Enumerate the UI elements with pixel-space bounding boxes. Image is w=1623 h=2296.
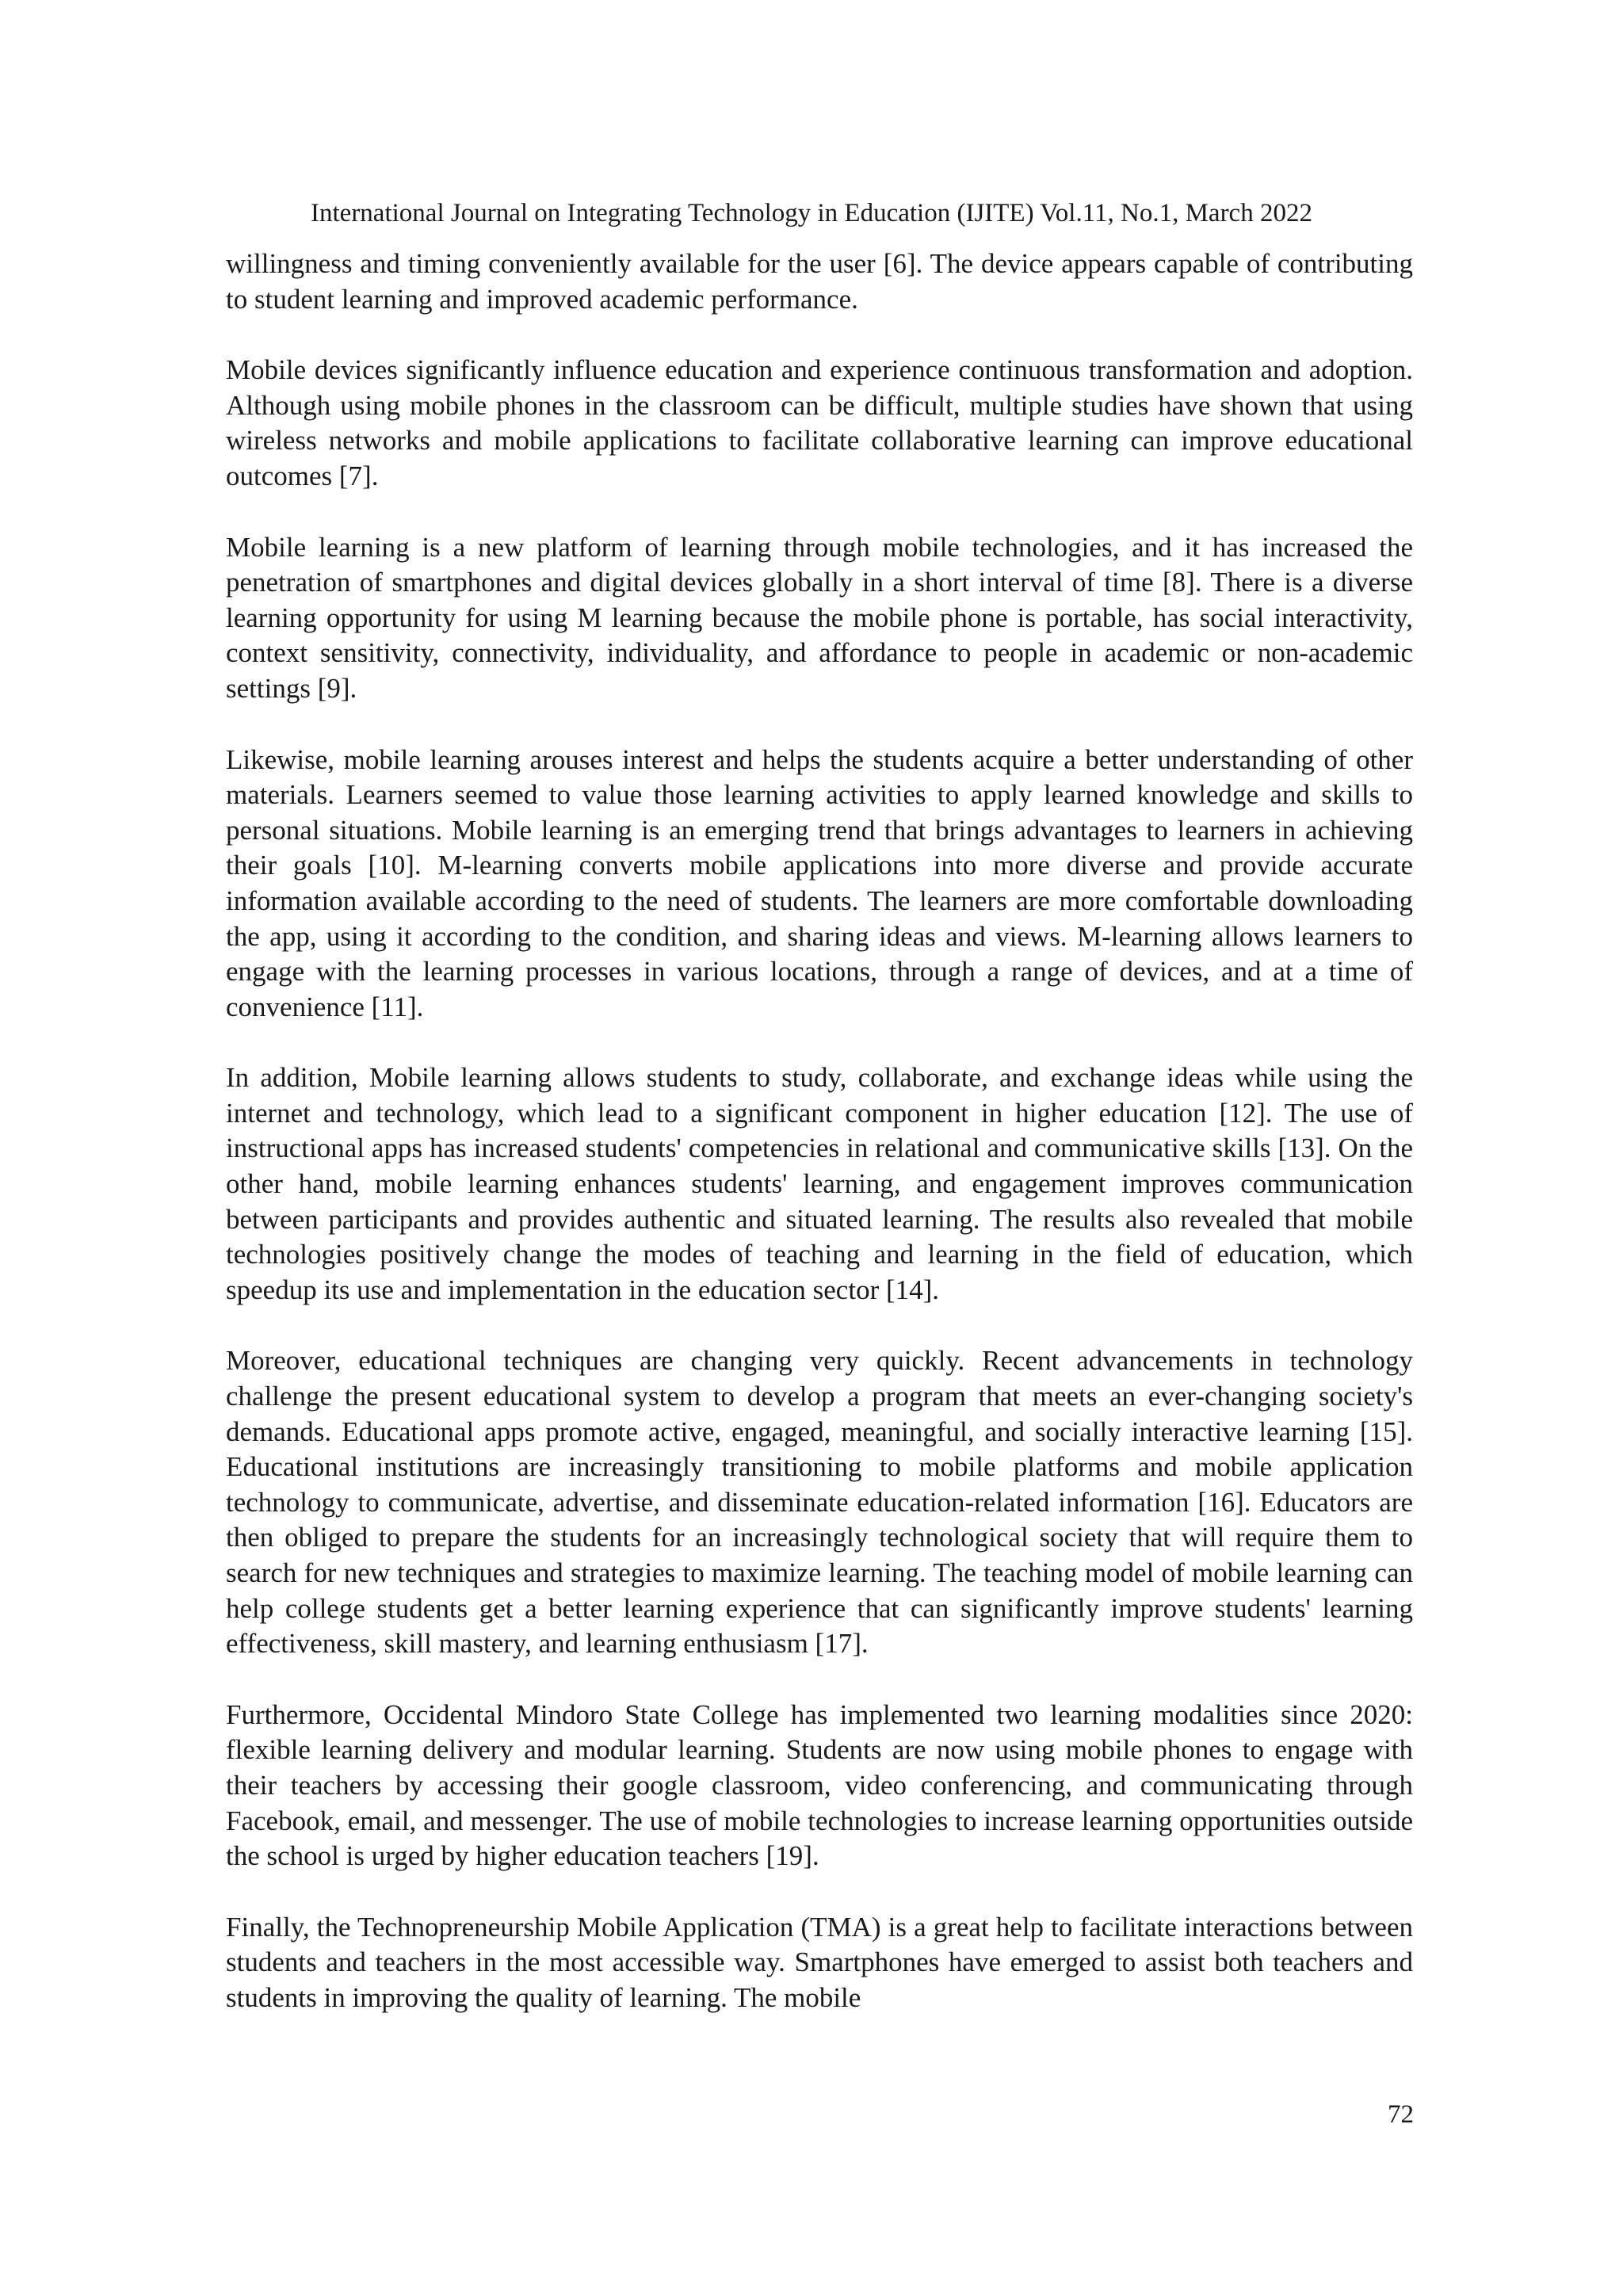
- paragraph: Furthermore, Occidental Mindoro State College has implemented two learning modalities since 2020: flexible learning delivery and modular learning. Students are now using mobile phones to engage with their teachers by accessing their google classroom, video conferencing, and communicating through Facebook, email, and messenger. The use of mobile technologies to increase learning opportunities outside the school is urged by higher education teachers [19].: [226, 1698, 1413, 1872]
- article-body: [226, 246, 1413, 2052]
- paragraph: In addition, Mobile learning allows students to study, collaborate, and exchange ideas while using the internet and technology, which lead to a significant component in higher education [12]. The use of instructional apps has increased students' competencies in relational and communicative skills [13]. On the other hand, mobile learning enhances students' learning, and engagement improves communication between participants and provides authentic and situated learning. The results also revealed that mobile technologies positively change the modes of teaching and learning in the field of education, which speedup its use and implementation in the education sector [14].: [226, 1062, 1413, 1305]
- paragraph: Moreover, educational techniques are changing very quickly. Recent advancements in technology challenge the present educational system to develop a program that meets an ever-changing society's demands. Educational apps promote active, engaged, meaningful, and socially interactive learning [15]. Educational institutions are increasingly transitioning to mobile platforms and mobile application technology to communicate, advertise, and disseminate education-related information [16]. Educators are then obliged to prepare the students for an increasingly technological society that will require them to search for new techniques and strategies to maximize learning. The teaching model of mobile learning can help college students get a better learning experience that can significantly improve students' learning effectiveness, skill mastery, and learning enthusiasm [17].: [226, 1345, 1413, 1660]
- paragraph: Mobile learning is a new platform of learning through mobile technologies, and it has increased the penetration of smartphones and digital devices globally in a short interval of time [8]. There is a diverse learning opportunity for using M learning because the mobile phone is portable, has social interactivity, context sensitivity, connectivity, individuality, and affordance to people in academic or non-academic settings [9].: [226, 531, 1413, 704]
- paragraph: willingness and timing conveniently available for the user [6]. The device appears capable of contributing to student learning and improved academic performance.: [226, 248, 1413, 315]
- paragraph: Mobile devices significantly influence education and experience continuous transformation and adoption. Although using mobile phones in the classroom can be difficult, multiple studies have shown that using wireless networks and mobile applications to facilitate collaborative learning can improve educational outcomes [7].: [226, 354, 1413, 491]
- paragraph: Likewise, mobile learning arouses interest and helps the students acquire a better understanding of other materials. Learners seemed to value those learning activities to apply learned knowledge and skills to personal situations. Mobile learning is an emerging trend that brings advantages to learners in achieving their goals [10]. M-learning converts mobile applications into more diverse and provide accurate information available according to the need of students. The learners are more comfortable downloading the app, using it according to the condition, and sharing ideas and views. M-learning allows learners to engage with the learning processes in various locations, through a range of devices, and at a time of convenience [11].: [226, 743, 1413, 1022]
- page-number: 72: [1388, 2100, 1414, 2129]
- paragraph: Finally, the Technopreneurship Mobile Application (TMA) is a great help to facilitate interactions between students and teachers in the most accessible way. Smartphones have emerged to assist both teachers and students in improving the quality of learning. The mobile: [226, 1911, 1413, 2013]
- running-header: International Journal on Integrating Technology in Education (IJITE) Vol.11, No.1, March 2022: [311, 199, 1312, 227]
